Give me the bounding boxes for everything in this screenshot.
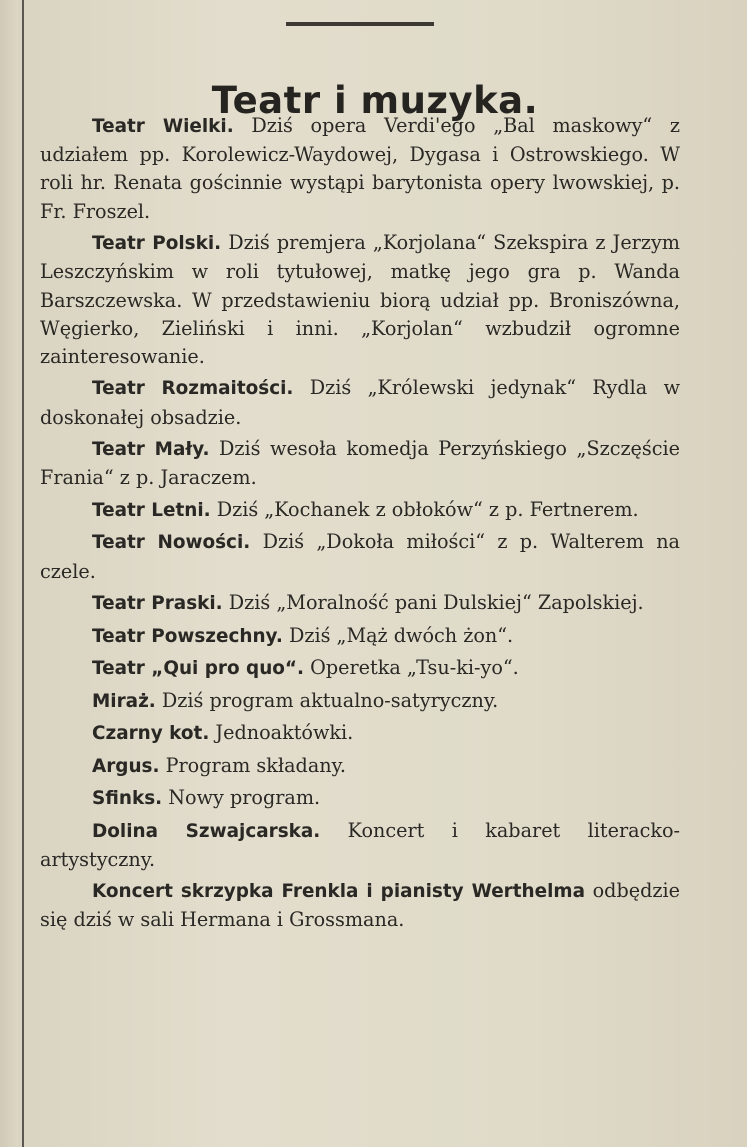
listing-venue: Argus.: [92, 755, 160, 777]
listing-venue: Koncert skrzypka Frenkla i pianisty Werthelma: [92, 881, 585, 903]
listing-paragraph: [40, 719, 680, 748]
listing-venue: Teatr Mały.: [92, 439, 210, 461]
listing-paragraph: [40, 752, 680, 781]
listing-venue: Teatr „Qui pro quo“.: [92, 658, 305, 680]
listing-text: Operetka „Tsu-ki-yo“.: [304, 656, 519, 680]
listing-paragraph: [40, 528, 680, 585]
listing-paragraph: [40, 435, 680, 492]
title-divider: [286, 22, 434, 26]
listing-venue: Teatr Polski.: [92, 233, 222, 255]
listing-paragraph: [40, 877, 680, 934]
listing-paragraph: [40, 654, 680, 683]
listing-venue: Miraż.: [92, 690, 156, 712]
listing-paragraph: [40, 687, 680, 716]
listing-text: Dziś „Królewski jedynak“ Rydla w doskonałej obsadzie.: [40, 376, 680, 429]
listing-text: Dziś wesoła komedja Perzyńskiego „Szczęście Frania“ z p. Jaraczem.: [40, 437, 680, 490]
listing-text: odbędzie się dziś w sali Hermana i Grossmana.: [40, 879, 680, 932]
listing-text: Dziś „Mąż dwóch żon“.: [282, 623, 514, 647]
listing-venue: Dolina Szwajcarska.: [92, 820, 321, 842]
listing-venue: Teatr Powszechny.: [92, 625, 283, 647]
listing-text: Dziś „Moralność pani Dulskiej“ Zapolskiej.: [222, 591, 644, 615]
listing-text: Dziś „Dokoła miłości“ z p. Walterem na czele.: [40, 530, 681, 583]
listing-paragraph: [40, 589, 680, 618]
listing-text: Nowy program.: [162, 786, 321, 810]
listing-venue: Czarny kot.: [92, 723, 210, 745]
listing-paragraph: [40, 622, 680, 651]
listing-text: Dziś opera Verdi'ego „Bal maskowy“ z udziałem pp. Korolewicz-Waydowej, Dygasa i Ostrowskiego. W roli hr. Renata gościnnie wystąpi barytonista opery lwowskiej, p. Fr. Froszel.: [40, 114, 680, 223]
listing-text: Program składany.: [159, 753, 347, 777]
listing-venue: Teatr Rozmaitości.: [92, 378, 294, 400]
article-body: [40, 112, 680, 938]
listing-venue: Teatr Praski.: [92, 593, 223, 615]
listing-venue: Teatr Nowości.: [92, 532, 251, 554]
listing-text: Jednoaktówki.: [209, 721, 354, 745]
listing-venue: Sfinks.: [92, 788, 163, 810]
listing-paragraph: [40, 229, 680, 371]
listing-text: Dziś „Kochanek z obłoków“ z p. Fertnerem.: [210, 497, 639, 521]
listing-venue: Teatr Wielki.: [92, 116, 234, 137]
section-title: Teatr i muzyka.: [211, 78, 539, 122]
column-rule: [22, 0, 24, 1147]
page-margin: [0, 0, 18, 1147]
listing-paragraph: [40, 374, 680, 431]
listing-text: Dziś program aktualno-satyryczny.: [155, 688, 499, 712]
listing-text: Koncert i kabaret literacko-artystyczny.: [40, 818, 680, 871]
listing-paragraph: [40, 112, 680, 226]
listing-venue: Teatr Letni.: [92, 499, 211, 521]
listing-text: Dziś premjera „Korjolana“ Szekspira z Jerzym Leszczyńskim w roli tytułowej, matkę jego gra p. Wanda Barszczewska. W przedstawieniu biorą udział pp. Broniszówna, Węgierko, Zieliński i inni. „Korjolan“ wzbudził ogromne zainteresowanie.: [40, 231, 680, 368]
listing-paragraph: [40, 784, 680, 813]
listing-paragraph: [40, 496, 680, 525]
listing-paragraph: [40, 817, 680, 874]
